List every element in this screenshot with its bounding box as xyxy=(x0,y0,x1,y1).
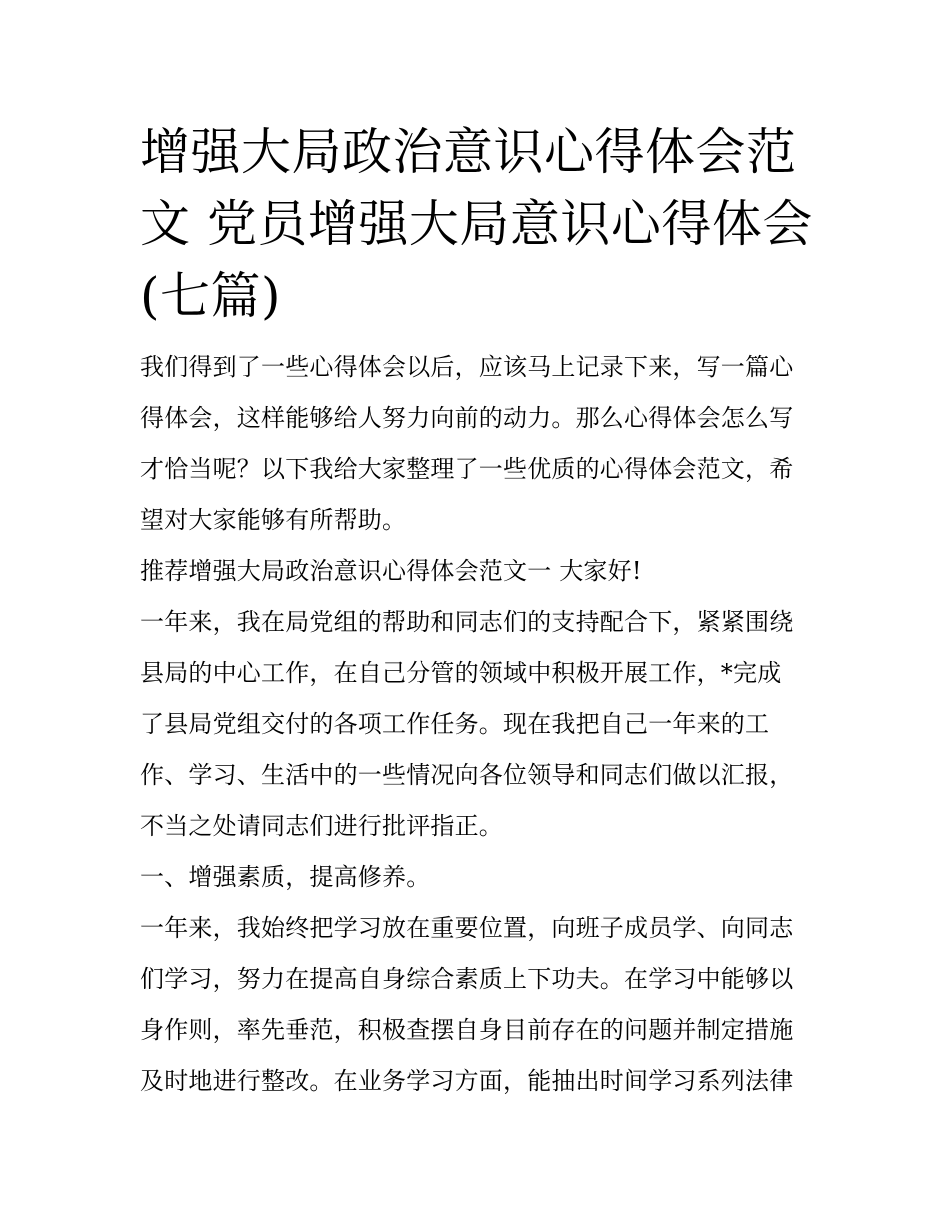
text-line: 不当之处请同志们进行批评指正。 xyxy=(140,812,503,840)
text-line: 得体会，这样能够给人努力向前的动力。那么心得体会怎么写 xyxy=(140,404,794,432)
body-paragraph xyxy=(140,903,812,1107)
text-line: 才恰当呢？以下我给大家整理了一些优质的心得体会范文，希 xyxy=(140,455,794,483)
text-line: 一、增强素质，提高修养。 xyxy=(140,863,431,891)
text-line: 推荐增强大局政治意识心得体会范文一 大家好! xyxy=(140,557,642,585)
text-line: 望对大家能够有所帮助。 xyxy=(140,506,407,534)
title-line: 文 党员增强大局意识心得体会 xyxy=(140,195,813,253)
document-title xyxy=(140,116,812,332)
subsection-heading xyxy=(140,852,812,903)
text-line: 身作则，率先垂范，积极查摆自身目前存在的问题并制定措施 xyxy=(140,1016,794,1044)
document-content xyxy=(140,116,812,1107)
title-line: 增强大局政治意识心得体会范 xyxy=(140,123,797,181)
document-body xyxy=(140,342,812,1107)
section-heading xyxy=(140,546,812,597)
text-line: 了县局党组交付的各项工作任务。现在我把自己一年来的工 xyxy=(140,710,770,738)
text-line: 及时地进行整改。在业务学习方面，能抽出时间学习系列法律 xyxy=(140,1067,794,1095)
body-paragraph xyxy=(140,597,812,852)
title-line: (七篇) xyxy=(140,267,282,325)
text-line: 一年来，我始终把学习放在重要位置，向班子成员学、向同志 xyxy=(140,914,794,942)
text-line: 一年来，我在局党组的帮助和同志们的支持配合下，紧紧围绕 xyxy=(140,608,794,636)
text-line: 我们得到了一些心得体会以后，应该马上记录下来，写一篇心 xyxy=(140,353,794,381)
text-line: 们学习，努力在提高自身综合素质上下功夫。在学习中能够以 xyxy=(140,965,794,993)
text-line: 作、学习、生活中的一些情况向各位领导和同志们做以汇报， xyxy=(140,761,794,789)
intro-paragraph xyxy=(140,342,812,546)
text-line: 县局的中心工作，在自己分管的领域中积极开展工作，*完成 xyxy=(140,659,782,687)
